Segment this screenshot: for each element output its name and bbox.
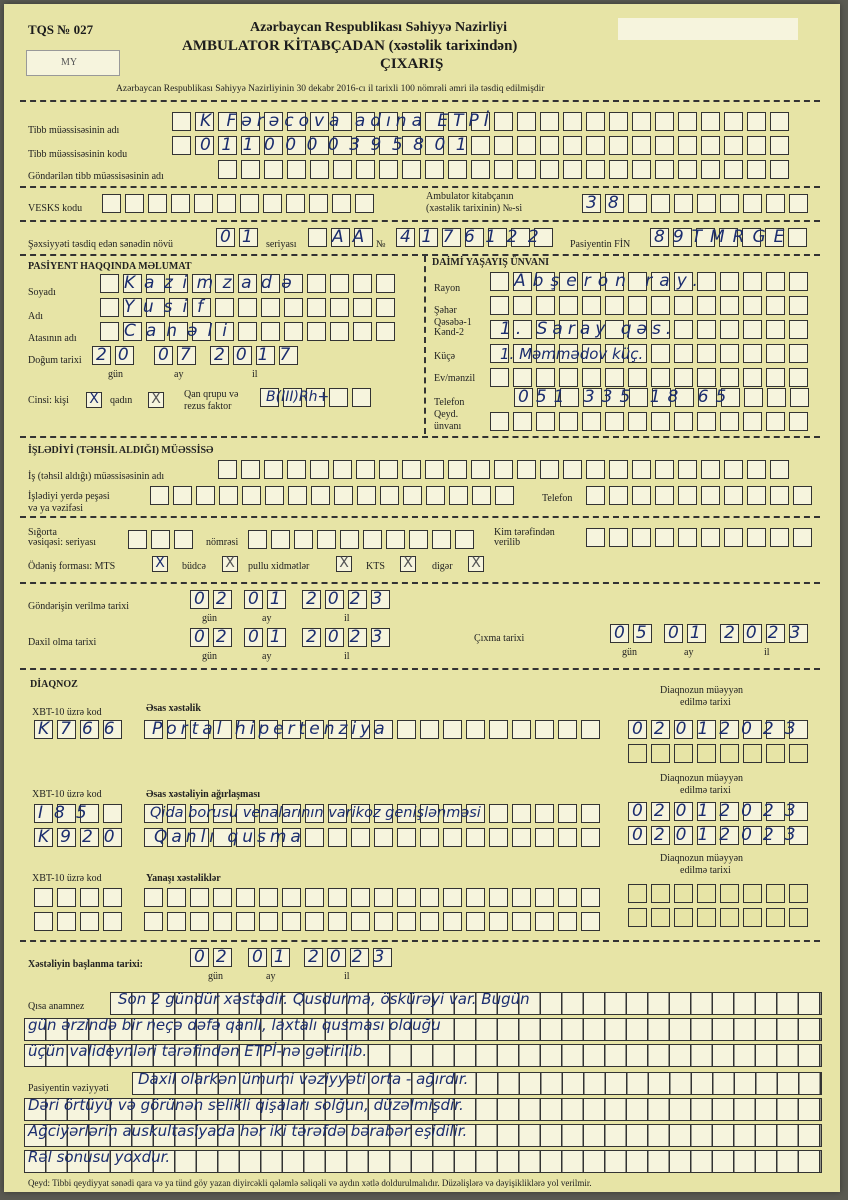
day-caption: gün [208, 971, 223, 982]
anamnesis-line-1[interactable]: Son 2 gündür xəstədir. Qusdurma, öskürəyi var. Bugün [118, 990, 530, 1008]
admission-day-value[interactable]: 02 [194, 627, 238, 647]
gender-female-checkbox[interactable]: X [148, 392, 164, 408]
insurance-issuer-cells [586, 528, 816, 547]
my-box-label: MY [61, 57, 78, 68]
comp1-value[interactable]: Qida borusu venalarının varikoz genişlənməsi [150, 805, 481, 821]
doc-number-value[interactable]: 4176122 [400, 227, 550, 247]
birth-year-value[interactable]: 2017 [214, 345, 302, 365]
budget-label: büdcə [182, 561, 206, 572]
district-label: Rayon [434, 283, 461, 294]
street-value[interactable]: 1. Məmmədov küç. [500, 345, 644, 363]
onset-day-value[interactable]: 02 [194, 947, 238, 967]
series-label: seriyası [266, 239, 297, 250]
comp2-code-value[interactable]: K920 [38, 827, 126, 847]
work-position-label-2: və ya vəzifəsi [28, 503, 83, 514]
spare-date-cells [628, 744, 812, 763]
settlement-label-1: Qəsəbə-1 [434, 317, 472, 328]
institution-code-label: Tibb müəssisəsinin kodu [28, 149, 128, 160]
divider [20, 582, 820, 584]
vesks-cells [102, 194, 378, 213]
anamnesis-label: Qısa anamnez [28, 1001, 85, 1012]
discharge-day-value[interactable]: 05 [614, 623, 658, 643]
month-caption: ay [262, 651, 272, 662]
comp1-date-value[interactable]: 02012023 [632, 801, 807, 821]
concomitant-cells-2 [144, 912, 604, 931]
work-phone-cells [586, 486, 816, 505]
sent-institution-cells [218, 160, 793, 179]
other-checkbox[interactable]: X [468, 556, 484, 572]
paid-label: pullu xidmətlər [248, 561, 310, 572]
divider [20, 254, 820, 256]
divider [20, 100, 820, 102]
kts-checkbox[interactable]: X [400, 556, 416, 572]
complication-label: Əsas xəstəliyin ağırlaşması [146, 789, 261, 800]
divider [20, 186, 820, 188]
diagnosis-date-label-1: Diaqnozun müəyyən [660, 685, 744, 696]
column-divider [424, 256, 426, 434]
form-code: TQS № 027 [28, 22, 94, 37]
birth-month-value[interactable]: 07 [158, 345, 202, 365]
surname-value[interactable]: Kazimzadə [124, 273, 302, 293]
footnote: Qeyd: Tibbi qeydiyyat sənədi qara və ya tünd göy yazan diyircəkli qələmlə səliqəli və aydın xətlə doldurulmalıdır. Düzəlişlərə və dəyişikliklərə yol verilmir. [28, 1178, 592, 1188]
month-caption: ay [684, 647, 694, 658]
work-phone-label: Telefon [542, 493, 573, 504]
work-org-cells [218, 460, 793, 479]
onset-year-value[interactable]: 2023 [308, 947, 396, 967]
payment-label: Ödəniş forması: MTS [28, 561, 116, 572]
street-label: Küçə [434, 351, 456, 362]
phone-label: Telefon [434, 397, 465, 408]
house-cells [490, 368, 812, 387]
gender-label: Cinsi: kişi [28, 395, 69, 406]
concomitant-icd-label: XBT-10 üzrə kod [32, 873, 102, 884]
registered-label-2: ünvanı [434, 421, 462, 432]
insurance-issuer-label-1: Kim tərəfindən [494, 527, 555, 538]
approval-text: Azərbaycan Respublikası Səhiyyə Nazirliyinin 30 dekabr 2016-cı il tarixli 100 nömrəli əmri ilə təsdiq edilmişdir [116, 84, 545, 94]
year-caption: il [344, 971, 350, 982]
father-name-value[interactable]: Canəli [124, 321, 237, 341]
series-value[interactable]: AA [332, 227, 374, 247]
doc-type-label: Şəxsiyyəti təsdiq edən sənədin növü [28, 239, 173, 250]
admission-month-value[interactable]: 01 [248, 627, 292, 647]
budget-checkbox[interactable]: X [222, 556, 238, 572]
registered-cells [490, 412, 812, 431]
icd-code-label: XBT-10 üzrə kod [32, 707, 102, 718]
anamnesis-line-2[interactable]: gün ərzində bir neçə dəfə qanlı, laxtalı qusması olduğu [28, 1016, 441, 1034]
fin-label: Pasiyentin FİN [570, 239, 631, 250]
diagnosis-section-title: DİAQNOZ [30, 679, 78, 690]
year-caption: il [764, 647, 770, 658]
divider [20, 436, 820, 438]
discharge-month-value[interactable]: 01 [668, 623, 712, 643]
main-code-value[interactable]: K766 [38, 719, 126, 739]
institution-name-label: Tibb müəssisəsinin adı [28, 125, 120, 136]
gender-female-label: qadın [110, 395, 133, 406]
form-subtitle: ÇIXARIŞ [380, 56, 444, 72]
form-title: AMBULATOR KİTABÇADAN (xəstəlik tarixindən) [182, 38, 518, 54]
insurance-number-cells [248, 530, 478, 549]
onset-label: Xəstəliyin başlanma tarixi: [28, 959, 143, 970]
other-label: digər [432, 561, 453, 572]
insurance-label-2: vəsiqəsi: seriyası [28, 537, 97, 548]
concomitant-date-label-1: Diaqnozun müəyyən [660, 853, 744, 864]
insurance-issuer-label-2: verilib [494, 537, 521, 548]
comp2-date-value[interactable]: 02012023 [632, 825, 807, 845]
main-disease-label: Əsas xəstəlik [146, 703, 201, 714]
kts-label: KTS [366, 561, 385, 572]
referral-month-value[interactable]: 01 [248, 589, 292, 609]
city-cells [490, 296, 812, 315]
main-date-value[interactable]: 02012023 [632, 719, 807, 739]
year-caption: il [252, 369, 258, 380]
referral-date-label: Göndərişin verilmə tarixi [28, 601, 130, 612]
fin-value[interactable]: 89TMRGE [654, 227, 793, 247]
state-line-4[interactable]: Rəl sonusu yoxdur. [28, 1148, 171, 1166]
blood-value[interactable]: B(III)Rh+ [266, 389, 330, 405]
day-caption: gün [108, 369, 123, 380]
concomitant-date-label-2: edilmə tarixi [680, 865, 731, 876]
divider [20, 940, 820, 942]
day-caption: gün [202, 651, 217, 662]
insurance-label-1: Sığorta [28, 527, 57, 538]
divider [20, 516, 820, 518]
ministry-title: Azərbaycan Respublikası Səhiyyə Nazirliyi [250, 20, 508, 35]
settlement-value[interactable]: 1. Saray qəs. [500, 319, 677, 339]
discharge-year-value[interactable]: 2023 [724, 623, 812, 643]
my-box [26, 50, 120, 76]
work-position-cells [150, 486, 518, 505]
registered-label-1: Qeyd. [434, 409, 459, 420]
address-section-title: DAİMİ YAŞAYIŞ ÜNVANI [432, 257, 550, 268]
divider [20, 220, 820, 222]
state-line-3[interactable]: Ağciyərlərin auskultasiyada hər iki tərəfdə bərabər eşidilir. [28, 1122, 468, 1140]
complication-icd-label: XBT-10 üzrə kod [32, 789, 102, 800]
birth-day-value[interactable]: 20 [96, 345, 140, 365]
anamnesis-line-3[interactable]: üçün valideynləri tərəfindən ETPİ-nə gətirilib. [28, 1042, 368, 1060]
institution-code-value[interactable]: 0110000395801 [200, 135, 478, 155]
comp2-value[interactable]: Qanlı qusma [154, 827, 305, 847]
month-caption: ay [174, 369, 184, 380]
diagnosis-date-label-2: edilmə tarixi [680, 697, 731, 708]
name-value[interactable]: Yusif [124, 297, 214, 317]
concomitant-code-cells-2 [34, 912, 126, 931]
doc-type-value[interactable]: 01 [220, 227, 264, 247]
onset-month-value[interactable]: 01 [252, 947, 296, 967]
gender-male-checkbox[interactable]: X [86, 392, 102, 408]
day-caption: gün [202, 613, 217, 624]
concomitant-date-cells [628, 884, 812, 903]
concomitant-cells [144, 888, 604, 907]
book-number-label-1: Ambulator kitabçanın [426, 191, 514, 202]
phone-value[interactable]: 051 335 18 65 [518, 387, 734, 407]
concomitant-label: Yanaşı xəstəliklər [146, 873, 221, 884]
work-position-label-1: İşlədiyi yerdə peşəsi [28, 491, 110, 502]
doc-number-label: № [376, 239, 386, 250]
day-caption: gün [622, 647, 637, 658]
complication-date-label-2: edilmə tarixi [680, 785, 731, 796]
patient-state-label: Pasiyentin vəziyyəti [28, 1083, 109, 1094]
vesks-label: VESKS kodu [28, 203, 83, 214]
paid-checkbox[interactable]: X [336, 556, 352, 572]
state-line-2[interactable]: Dəri örtüyü və görünən selikli qişaları solğun, düzəlmişdir. [28, 1096, 464, 1114]
house-label: Ev/mənzil [434, 373, 476, 384]
state-line-1[interactable]: Daxil olarkən ümumi vəziyyəti orta - ağırdır. [138, 1070, 469, 1088]
stamp-box [618, 18, 798, 40]
book-number-label-2: (xəstəlik tarixinin) №-si [426, 203, 523, 214]
admission-year-value[interactable]: 2023 [306, 627, 394, 647]
discharge-date-label: Çıxma tarixi [474, 633, 525, 644]
year-caption: il [344, 651, 350, 662]
month-caption: ay [266, 971, 276, 982]
admission-date-label: Daxil olma tarixi [28, 637, 97, 648]
divider [20, 668, 820, 670]
institution-name-value[interactable]: K Fərəcova adına ETPİ [200, 111, 494, 131]
work-org-label: İş (təhsil aldığı) müəssisəsinin adı [28, 471, 165, 482]
patient-section-title: PASİYENT HAQQINDA MƏLUMAT [28, 261, 192, 272]
month-caption: ay [262, 613, 272, 624]
name-label: Adı [28, 311, 43, 322]
insurance-number-label: nömrəsi [206, 537, 239, 548]
work-section-title: İŞLƏDİYİ (TƏHSİL ALDIĞI) MÜƏSSİSƏ [28, 445, 214, 456]
main-disease-value[interactable]: Portal hipertenziya [152, 719, 389, 739]
district-value[interactable]: Abşeron ray. [514, 271, 705, 291]
blood-label-2: rezus faktor [184, 401, 232, 412]
complication-date-label-1: Diaqnozun müəyyən [660, 773, 744, 784]
year-caption: il [344, 613, 350, 624]
sent-institution-label: Göndərilən tibb müəssisəsinin adı [28, 171, 164, 182]
comp1-code-value[interactable]: I85 [38, 803, 98, 823]
father-name-label: Atasının adı [28, 333, 77, 344]
birth-date-label: Doğum tarixi [28, 355, 82, 366]
surname-label: Soyadı [28, 287, 56, 298]
concomitant-code-cells [34, 888, 126, 907]
settlement-label-2: Kənd-2 [434, 327, 464, 338]
insurance-series-cells [128, 530, 197, 549]
form-sheet [4, 4, 840, 1192]
city-label: Şəhər [434, 305, 457, 316]
concomitant-date-cells-2 [628, 908, 812, 927]
blood-label-1: Qan qrupu və [184, 389, 239, 400]
referral-day-value[interactable]: 02 [194, 589, 238, 609]
referral-year-value[interactable]: 2023 [306, 589, 394, 609]
mts-checkbox[interactable]: X [152, 556, 168, 572]
book-number-value[interactable]: 38 [586, 193, 630, 213]
